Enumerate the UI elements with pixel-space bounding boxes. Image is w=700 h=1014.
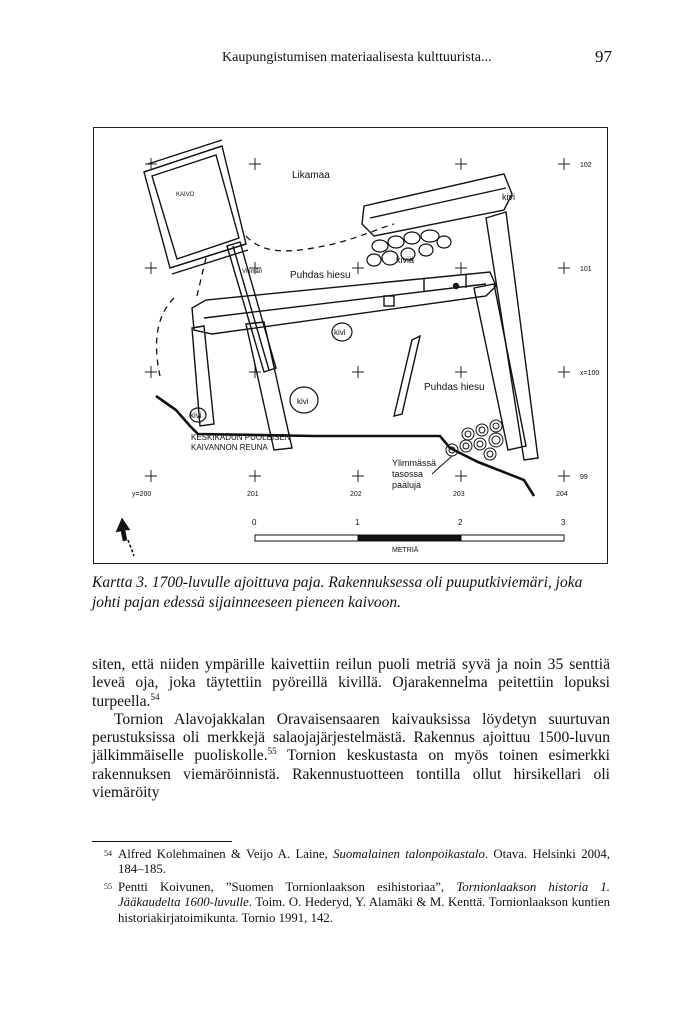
footnote-text-post: . Otava. Helsinki 2004, 184–185. [118,847,610,877]
left-vertical-log [192,322,292,450]
kivi-lower-label: kivi [297,397,309,406]
likamaa-label: Likamaa [292,170,330,181]
excavation-map-drawing [94,128,607,563]
page-number: 97 [595,47,612,66]
grid-x-label: y=200 [132,491,152,498]
kaivo-label: KAIVO [176,192,195,198]
page-header [92,47,612,70]
figure-caption: Kartta 3. 1700-luvulle ajoittuva paja. Rakennuksessa oli puuputkiviemäri, joka johti pajan edessä sijainneeseen pieneen kaivoon. [92,574,583,611]
excavation-map [93,127,608,564]
footnote-text-pre: Pentti Koivunen, ”Suomen Tornionlaakson esihistoriaa”, [118,879,457,894]
scale-tick: 1 [355,518,360,527]
scale-unit-label: METRIÄ [392,547,419,554]
grid-y-label: 102 [580,162,592,169]
pile-label-line1: Ylimmässä [392,458,437,468]
paragraph-1 [92,656,610,711]
footnote-title: Tornionlaakson historia 1. Jääkaudelta 1600-luvulle [118,879,610,910]
grid-x-label: 204 [556,491,568,498]
footnote-title: Suomalainen talonpoikastalo [333,847,485,861]
footnote-54 [92,847,610,878]
grid-y-label: x=100 [580,370,600,377]
scale-tick: 0 [252,518,257,527]
right-vertical-log [474,212,538,460]
grid-x-label: 202 [350,491,362,498]
paragraph-2-text-b: Tornion keskustasta on myös toinen esimerkki rakennuksen viemäröinnistä. Rakennustuotteen tontilla ollut hirsikellari oli viemäröity [92,747,611,802]
kivi-center-label: kivi [334,328,346,337]
grid-x-label: 203 [453,491,465,498]
running-head: Kaupungistumisen materiaalisesta kulttuurista... [222,50,492,65]
scale-tick: 2 [458,518,463,527]
footnote-ref-54[interactable]: 54 [150,691,160,702]
footnote-55 [92,880,610,926]
north-arrow-icon [116,518,134,556]
edge-label-line2: KAIVANNON REUNA [191,443,268,452]
scale-bar [255,535,564,541]
puhdas-hiesu-label-1: Puhdas hiesu [290,270,351,281]
paragraph-2 [92,711,610,802]
well-structure [144,140,248,274]
footnote-text-pre: Alfred Kolehmainen & Veijo A. Laine, [118,847,334,861]
scale-tick: 3 [561,518,566,527]
footnote-number: 55 [104,881,112,891]
drain-pipe [227,242,276,372]
kivia-label: kiviä [396,255,415,265]
kivi-left-label: kivi [190,411,202,420]
footnote-ref-55[interactable]: 55 [267,746,277,757]
diagonal-log [394,336,420,416]
piles [446,420,503,460]
edge-label-line1: KESKIKADUN PUOLEISEN [191,433,291,442]
grid-x-label: 201 [247,491,259,498]
pile-label-line3: paaluja [392,480,422,490]
map-text-labels [132,162,599,498]
footnote-text-post: . Toim. O. Hederyd, Y. Alamäki & M. Kenttä. Tornionlaakson kuntien historiakirjatoimikunta. Tornio 1991, 142. [118,895,610,925]
paragraph-1-text: siten, että niiden ympärille kaivettiin reilun puoli metriä syvä ja noin 35 senttiä leveä oja, joka täytettiin pyöreillä kivillä. Ojarakennelma peitettiin lopuksi turpeella. [92,656,610,710]
paragraph-2-text-a: Tornion Alavojakkalan Oravaisensaaren kaivauksissa löydetyn suurtuvan perustuksissa oli merkkejä salaojajärjestelmästä. Rakennus ajoittuu 1500-luvun jälkimmäiselle puoliskolle. [92,710,610,765]
body-text [92,656,610,802]
footnote-number: 54 [104,849,112,858]
footnote-divider [92,841,232,842]
grid-y-label: 101 [580,266,592,273]
puhdas-hiesu-label-2: Puhdas hiesu [424,382,485,393]
kivi-top-label: kivi [502,192,515,202]
viemari-label: Viemäri [242,269,263,275]
pile-label-line2: tasossa [392,469,424,479]
grid-y-label: 99 [580,474,588,481]
footnotes [92,847,610,928]
